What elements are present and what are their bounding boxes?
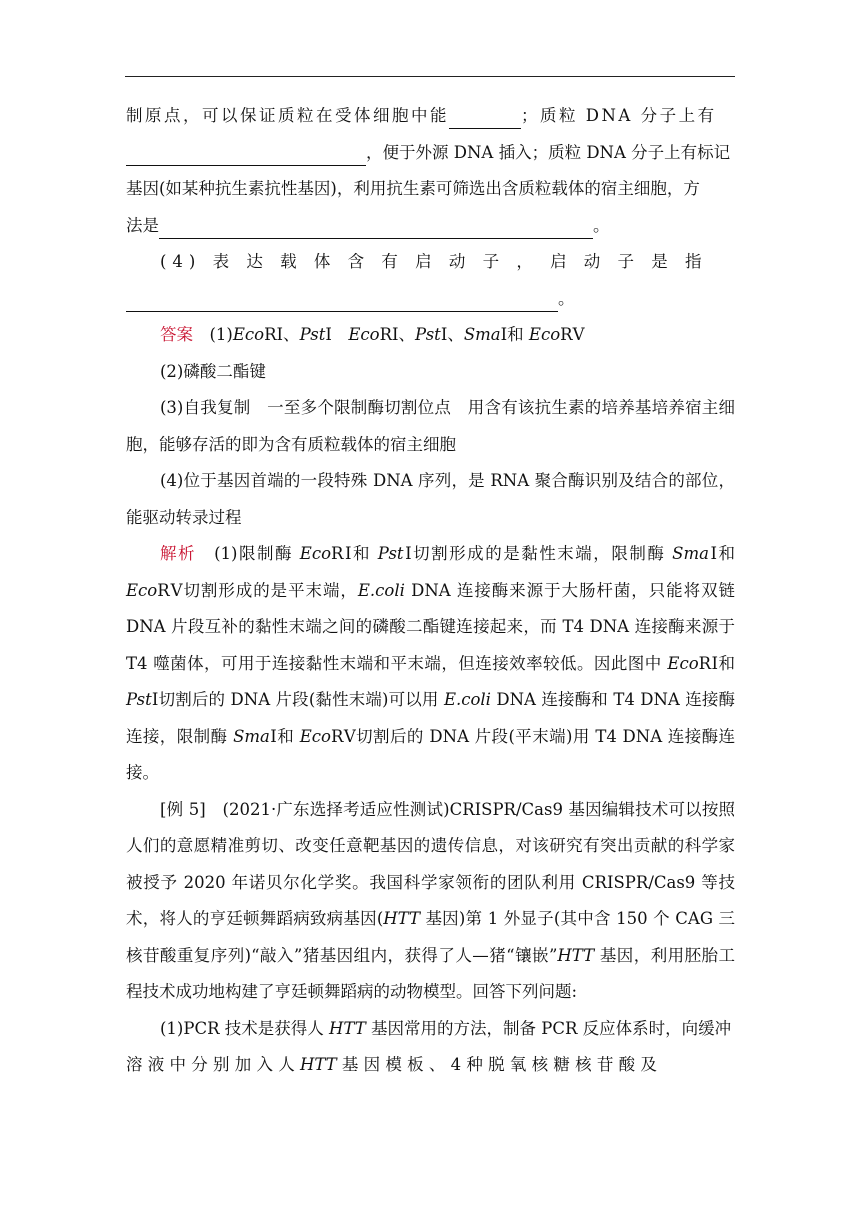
- answer-blank: [449, 106, 521, 129]
- question-line-4: [126, 208, 735, 245]
- text: RⅠ、: [379, 325, 416, 344]
- text: (1): [209, 325, 233, 344]
- text: Eco: [667, 653, 699, 673]
- text: Pst: [377, 544, 404, 563]
- text: (1)PCR 技术是获得人: [160, 1018, 330, 1038]
- question-line-2: [126, 135, 735, 172]
- text: DNA 连接酶和 T4 DNA 连接酶连接，限制酶: [126, 690, 735, 746]
- text: [例 5] (2021·广东选择考适应性测试)CRISPR/Cas9 基因编辑技术可以按照人们的意愿精准剪切、改变任意靶基因的遗传信息，对该研究有突出贡献的科学家被授予 2020 年诺贝尔化学奖。我国科学家领衔的团队利用 CRISPR/Cas9 等技术，将人的亨廷顿舞蹈病致病基因(: [126, 799, 735, 928]
- text: 制原点，可以保证质粒在受体细胞中能: [126, 106, 449, 125]
- example-5-question-1: [126, 1011, 735, 1048]
- answer-blank: [159, 216, 593, 239]
- question-4: [126, 244, 735, 281]
- text: Sma: [463, 325, 501, 344]
- text: Pst: [415, 325, 441, 344]
- analysis-paragraph: [126, 536, 735, 792]
- text: HTT: [557, 945, 595, 965]
- answer-blank: [126, 289, 558, 312]
- text: Eco: [232, 325, 265, 344]
- text: Ⅰ切割形成的是黏性末端，限制酶: [403, 544, 673, 563]
- text: Pst: [126, 690, 152, 709]
- text: RⅤ: [560, 325, 585, 344]
- text: Ⅰ切割后的 DNA 片段(黏性末端)可以用: [151, 690, 444, 709]
- answer-line-2: (2)磷酸二酯键: [160, 361, 266, 381]
- text: 基因(如某种抗生素抗性基因)，利用抗生素可筛选出含质粒载体的宿主细胞，方: [126, 179, 700, 198]
- text: 。: [558, 288, 575, 308]
- text: Ⅰ和: [269, 726, 300, 746]
- text: 法是: [126, 215, 159, 235]
- text: Eco: [126, 580, 158, 600]
- text: HTT: [299, 1055, 337, 1074]
- text: E.coli: [443, 690, 491, 709]
- text: Sma: [672, 544, 709, 563]
- answer-blank: [126, 143, 366, 166]
- text: E.coli: [357, 580, 405, 600]
- text: Sma: [233, 726, 270, 746]
- text: 溶 液 中 分 别 加 入 人: [126, 1055, 300, 1074]
- text: Ⅰ和: [708, 544, 736, 563]
- text: Eco: [299, 544, 332, 563]
- question-4-blank-line: [126, 281, 735, 318]
- answer-line-3: (3)自我复制 一至多个限制酶切割位点 用含有该抗生素的培养基培养宿主细胞，能够存活的即为含有质粒载体的宿主细胞: [126, 398, 735, 454]
- text: RⅠ和: [331, 544, 378, 563]
- text: Pst: [299, 325, 326, 344]
- text: DNA 连接酶来源于大肠杆菌，只能将双链 DNA 片段互补的黏性末端之间的磷酸二酯键连接起来，而 T4 DNA 连接酶来源于 T4 噬菌体，可用于连接黏性末端和平末端，但连接效率较低。因此图中: [126, 580, 736, 673]
- text: ，便于外源 DNA 插入；质粒 DNA 分子上有标记: [366, 142, 731, 162]
- text: 。: [593, 215, 610, 235]
- text: 基因)第 1 外显子(其中含 150 个 CAG 三核苷酸重复序列)“敲入”猪基因组内，获得了人—猪“镶嵌”: [126, 909, 735, 965]
- text: 基因常用的方法，制备 PCR 反应体系时，向缓冲: [365, 1018, 732, 1038]
- text: Eco: [528, 325, 561, 344]
- text: RⅤ切割后的 DNA 片段(平末端)用 T4 DNA 连接酶连接。: [126, 726, 736, 782]
- text: HTT: [383, 909, 420, 928]
- example-5-question-1-cont: [126, 1047, 735, 1084]
- answer-line-4: (4)位于基因首端的一段特殊 DNA 序列，是 RNA 聚合酶识别及结合的部位，能驱动转录过程: [126, 471, 735, 527]
- text: Ⅰ、: [440, 325, 464, 344]
- example-5-paragraph: [126, 792, 735, 1011]
- text: 基因，利用胚胎工程技术成功地构建了亨廷顿舞蹈病的动物模型。回答下列问题:: [126, 945, 735, 1001]
- answer-line-1: [126, 317, 735, 354]
- text: 基 因 模 板 、 4 种 脱 氧 核 糖 核 苷 酸 及: [336, 1055, 657, 1074]
- text: ；质粒 DNA 分子上有: [521, 106, 717, 125]
- text: Ⅰ和: [500, 325, 529, 344]
- text: Eco: [348, 325, 380, 344]
- text: Eco: [299, 726, 331, 746]
- question-line-3: [126, 171, 735, 208]
- question-line-1: [126, 98, 735, 135]
- text: RⅠ、: [264, 325, 300, 344]
- document-body: [126, 98, 735, 1084]
- text: (1)限制酶: [214, 544, 300, 563]
- analysis-label: 解析: [160, 544, 197, 563]
- text: RⅤ切割形成的是平末端，: [157, 580, 358, 600]
- text: (4) 表 达 载 体 含 有 启 动 子 ， 启 动 子 是 指: [160, 252, 708, 271]
- answer-label: 答案: [160, 325, 193, 344]
- text: RⅠ和: [698, 653, 735, 673]
- text: HTT: [329, 1018, 366, 1038]
- header-rule: [125, 76, 735, 77]
- text: Ⅰ: [325, 325, 349, 344]
